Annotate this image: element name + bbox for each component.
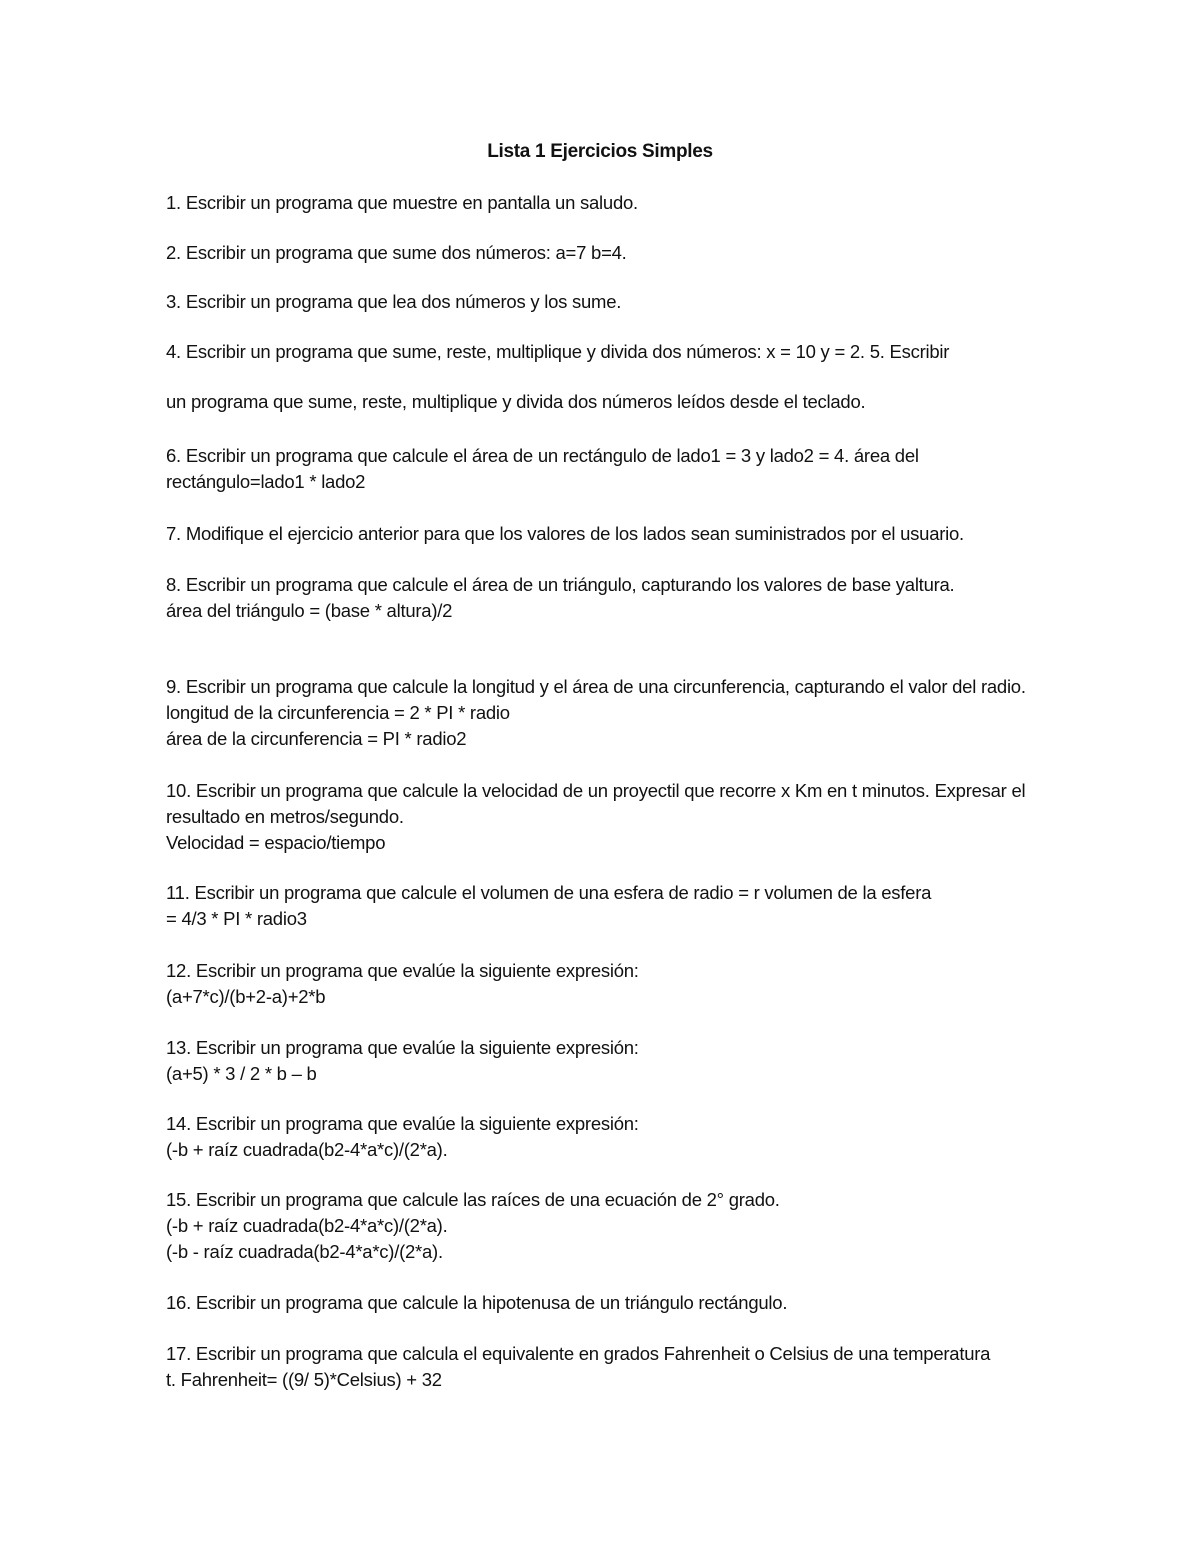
exercise-line: 9. Escribir un programa que calcule la longitud y el área de una circunferencia, capturando el valor del radio. <box>166 676 1026 697</box>
exercise-line: 16. Escribir un programa que calcule la hipotenusa de un triángulo rectángulo. <box>166 1292 788 1313</box>
exercise-line: resultado en metros/segundo. <box>166 806 404 827</box>
exercise-line: longitud de la circunferencia = 2 * PI * radio <box>166 702 510 723</box>
exercise-line: 8. Escribir un programa que calcule el área de un triángulo, capturando los valores de base yaltura. <box>166 574 955 595</box>
exercise-line: 17. Escribir un programa que calcula el equivalente en grados Fahrenheit o Celsius de una temperatura <box>166 1343 991 1364</box>
exercise-line: 7. Modifique el ejercicio anterior para que los valores de los lados sean suministrados por el usuario. <box>166 523 964 544</box>
exercise-line: 2. Escribir un programa que sume dos números: a=7 b=4. <box>166 242 627 263</box>
exercise-line: 3. Escribir un programa que lea dos números y los sume. <box>166 291 622 312</box>
exercise-line: 11. Escribir un programa que calcule el volumen de una esfera de radio = r volumen de la esfera <box>166 882 932 903</box>
exercise-line: (-b - raíz cuadrada(b2-4*a*c)/(2*a). <box>166 1241 443 1262</box>
exercise-line: un programa que sume, reste, multiplique y divida dos números leídos desde el teclado. <box>166 391 866 412</box>
exercise-line: 10. Escribir un programa que calcule la velocidad de un proyectil que recorre x Km en t minutos. Expresar el <box>166 780 1026 801</box>
exercise-line: 14. Escribir un programa que evalúe la siguiente expresión: <box>166 1113 639 1134</box>
exercise-line: = 4/3 * PI * radio3 <box>166 908 307 929</box>
exercise-line: (a+5) * 3 / 2 * b – b <box>166 1063 317 1084</box>
exercise-line: área de la circunferencia = PI * radio2 <box>166 728 467 749</box>
exercise-line: (a+7*c)/(b+2-a)+2*b <box>166 986 326 1007</box>
exercise-line: t. Fahrenheit= ((9/ 5)*Celsius) + 32 <box>166 1369 442 1390</box>
document-title: Lista 1 Ejercicios Simples <box>487 141 713 162</box>
exercise-line: 6. Escribir un programa que calcule el área de un rectángulo de lado1 = 3 y lado2 = 4. área del <box>166 445 919 466</box>
exercise-line: Velocidad = espacio/tiempo <box>166 832 386 853</box>
exercise-line: 12. Escribir un programa que evalúe la siguiente expresión: <box>166 960 639 981</box>
exercise-line: 4. Escribir un programa que sume, reste, multiplique y divida dos números: x = 10 y = 2. 5. Escribir <box>166 341 950 362</box>
exercise-line: rectángulo=lado1 * lado2 <box>166 471 366 492</box>
exercise-line: (-b + raíz cuadrada(b2-4*a*c)/(2*a). <box>166 1215 448 1236</box>
exercise-line: 1. Escribir un programa que muestre en pantalla un saludo. <box>166 192 638 213</box>
exercise-line: 13. Escribir un programa que evalúe la siguiente expresión: <box>166 1037 639 1058</box>
exercise-line: (-b + raíz cuadrada(b2-4*a*c)/(2*a). <box>166 1139 448 1160</box>
exercise-line: 15. Escribir un programa que calcule las raíces de una ecuación de 2° grado. <box>166 1189 780 1210</box>
exercise-line: área del triángulo = (base * altura)/2 <box>166 600 453 621</box>
